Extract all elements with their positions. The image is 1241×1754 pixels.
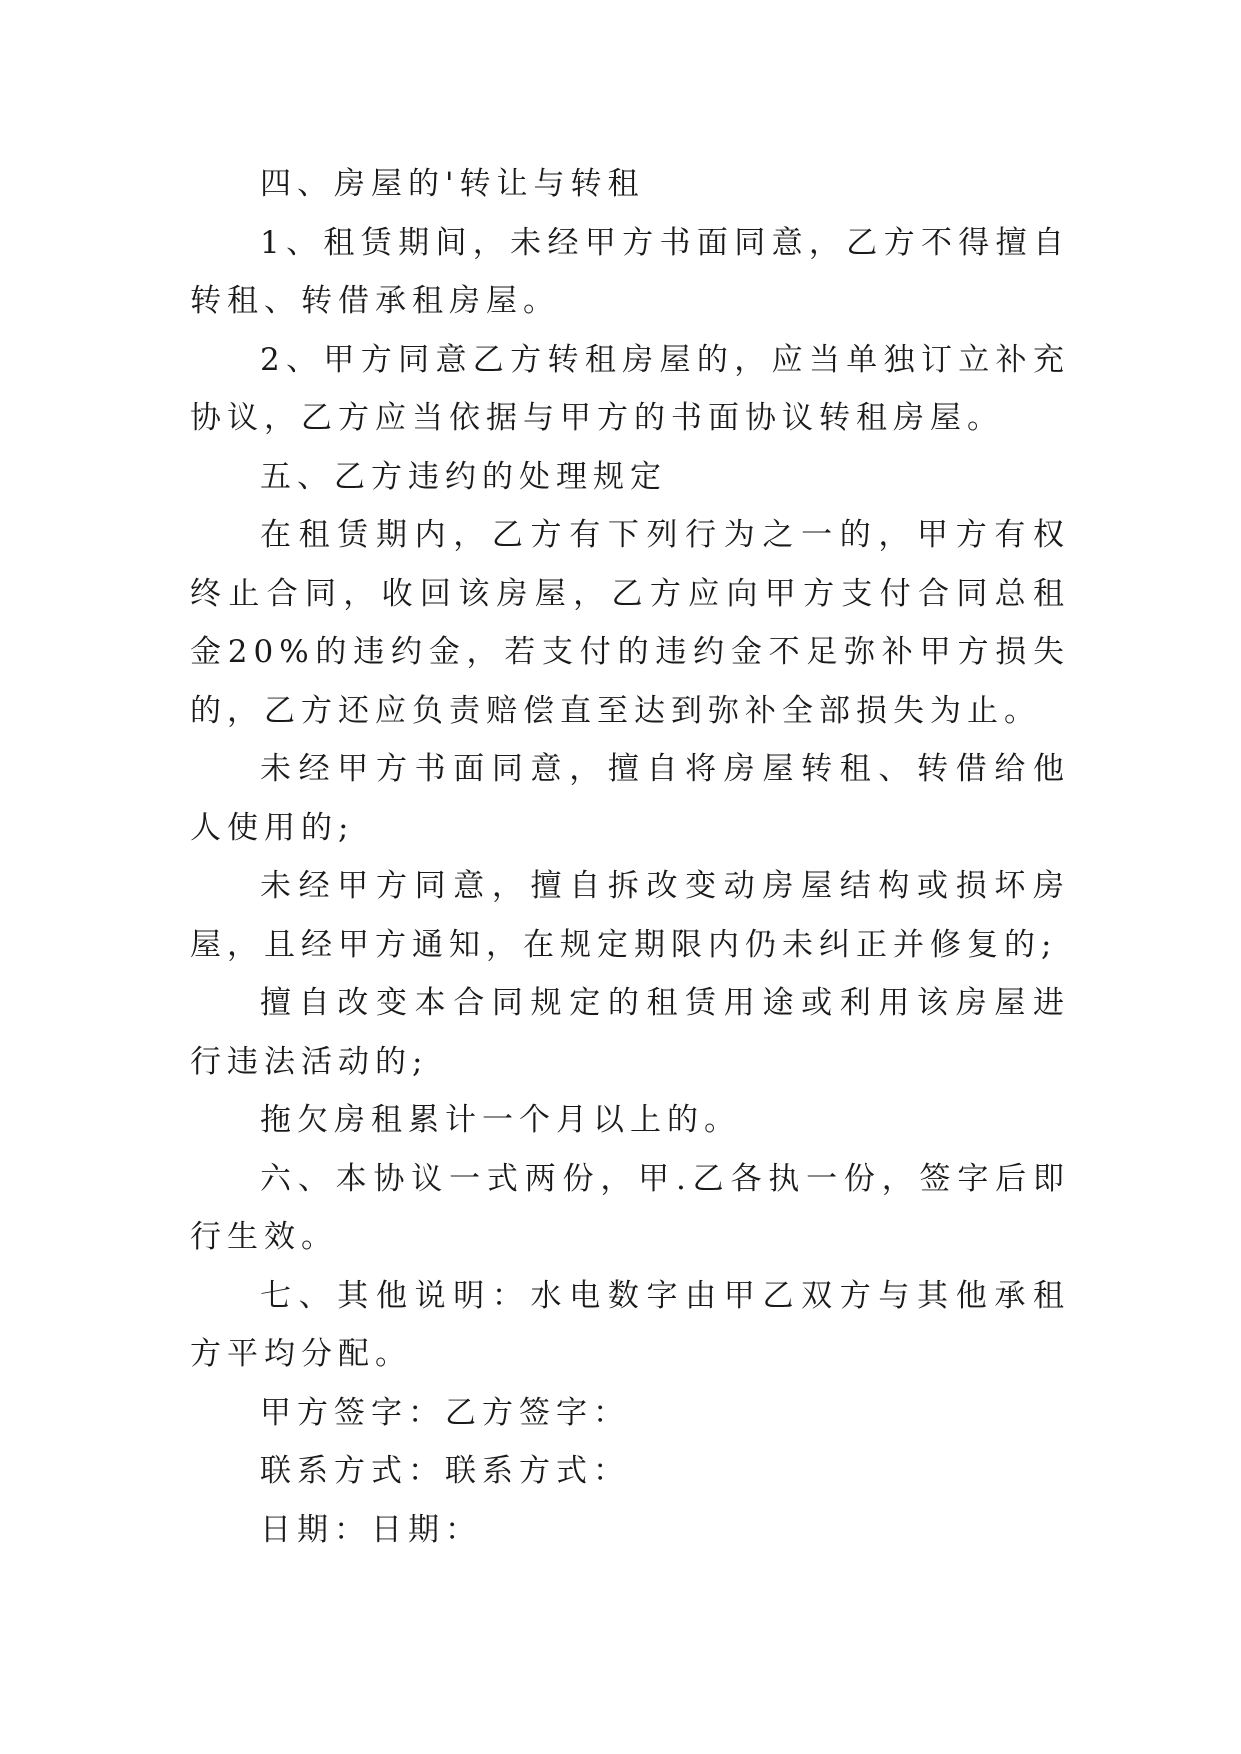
breach-item-illegal-use: 擅自改变本合同规定的租赁用途或利用该房屋进行违法活动的;	[190, 985, 1070, 1080]
clause-2-sublet-agreement: 2、甲方同意乙方转租房屋的，应当单独订立补充协议，乙方应当依据与甲方的书面协议转租房屋。	[190, 341, 1070, 436]
section-other-notes: 七、其他说明：水电数字由甲乙双方与其他承租方平均分配。	[190, 1277, 1070, 1372]
date-line: 日期：日期：	[260, 1511, 482, 1548]
contact-line: 联系方式：联系方式：	[260, 1453, 630, 1489]
breach-item-rent-arrears: 拖欠房租累计一个月以上的。	[260, 1102, 741, 1138]
breach-penalty-paragraph: 在租赁期内，乙方有下列行为之一的，甲方有权终止合同，收回该房屋，乙方应向甲方支付合同总租金20%的违约金，若支付的违约金不足弥补甲方损失的，乙方还应负责赔偿直至达到弥补全部损失为止。	[190, 517, 1070, 729]
breach-item-unauthorized-sublet: 未经甲方书面同意，擅自将房屋转租、转借给他人使用的;	[190, 751, 1070, 846]
section-copies-effective: 六、本协议一式两份，甲.乙各执一份，签字后即行生效。	[190, 1160, 1070, 1255]
document-body	[190, 155, 1070, 1559]
breach-item-structural-damage: 未经甲方同意，擅自拆改变动房屋结构或损坏房屋，且经甲方通知，在规定期限内仍未纠正并修复的;	[190, 868, 1070, 963]
section-heading-transfer: 四、房屋的'转让与转租	[260, 166, 645, 202]
clause-1-sublet-restriction: 1、租赁期间，未经甲方书面同意，乙方不得擅自转租、转借承租房屋。	[190, 224, 1070, 319]
signature-line: 甲方签字：乙方签字：	[260, 1394, 630, 1431]
section-heading-breach: 五、乙方违约的处理规定	[260, 458, 667, 495]
